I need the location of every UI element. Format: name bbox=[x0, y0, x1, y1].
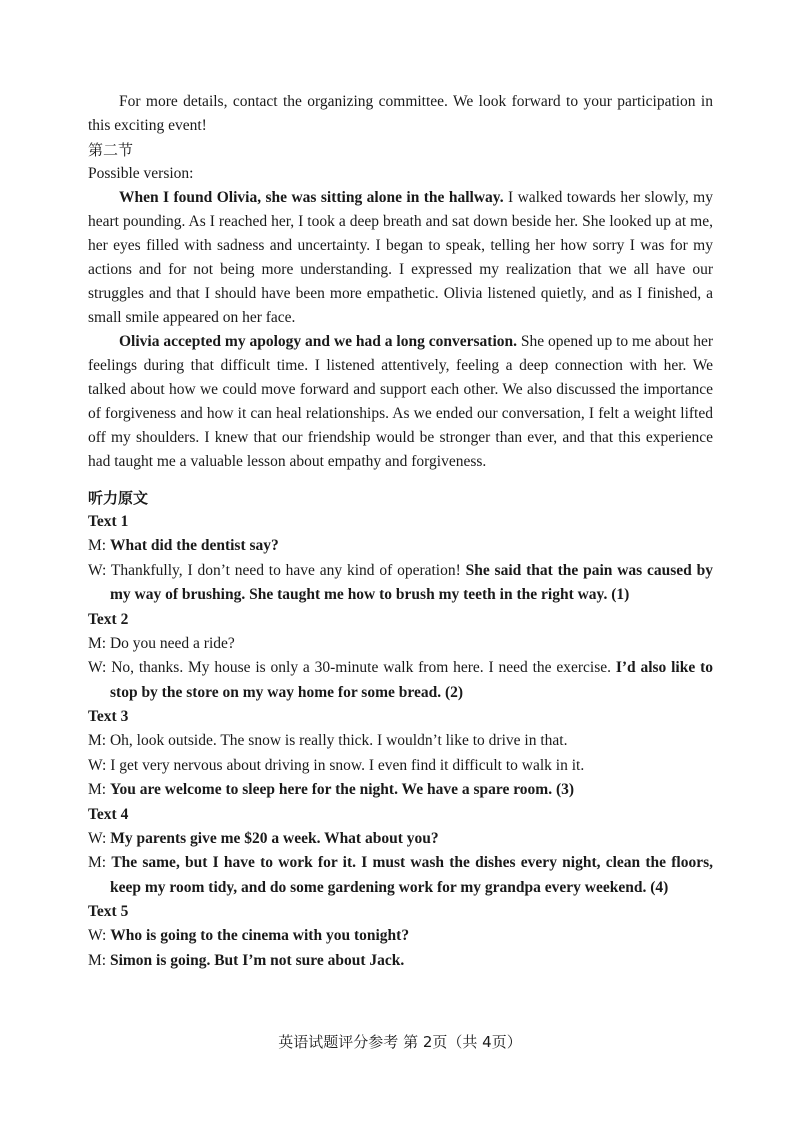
speaker: M: bbox=[88, 537, 110, 554]
speaker: W: bbox=[88, 927, 111, 944]
text4-line2 bbox=[88, 851, 713, 900]
essay-p2-body: She opened up to me about her feelings during that difficult time. I listened attentively, feeling a deep connection with her. We talked about how we could move forward and support each other. We also discussed the importance of forgiveness and how it can heal relationships. As we ended our conversation, I felt a weight lifted off my shoulders. I knew that our friendship would be stronger than ever, and that this experience had taught me a valuable lesson about empathy and forgiveness. bbox=[88, 333, 713, 470]
intro-paragraph: For more details, contact the organizing committee. We look forward to your participation in this exciting event! bbox=[88, 93, 713, 134]
section2-title: 第二节 bbox=[88, 141, 134, 159]
speaker: W: bbox=[88, 756, 111, 774]
text5-label: Text 5 bbox=[88, 903, 129, 920]
listening-script-title: 听力原文 bbox=[88, 489, 149, 507]
answer-text: She said that the pain was caused by my way of brushing. She taught me how to brush my teeth in the right way. (1) bbox=[110, 561, 713, 603]
text2-line2 bbox=[88, 656, 713, 705]
essay-paragraph-1 bbox=[88, 186, 713, 330]
answer-text: Who is going to the cinema with you tonight? bbox=[110, 927, 410, 944]
text3-label: Text 3 bbox=[88, 708, 129, 725]
speaker: W: bbox=[88, 561, 111, 579]
answer-text: You are welcome to sleep here for the night. We have a spare room. (3) bbox=[109, 781, 575, 798]
text5-line1 bbox=[88, 924, 713, 949]
essay-p1-opening-sentence: When I found Olivia, she was sitting alone in the hallway. bbox=[119, 189, 504, 206]
speaker: M: bbox=[88, 951, 110, 969]
answer-text: My parents give me $20 a week. What about you? bbox=[110, 829, 439, 847]
text3-line3 bbox=[88, 778, 713, 803]
possible-version-label: Possible version: bbox=[88, 165, 194, 182]
speaker: M: bbox=[88, 854, 112, 871]
document-page bbox=[88, 90, 713, 973]
speaker: M: bbox=[88, 634, 110, 652]
speaker: W: bbox=[88, 659, 112, 676]
text1-line2 bbox=[88, 559, 713, 608]
speaker: W: bbox=[88, 829, 111, 847]
answer-text: The same, but I have to work for it. I must wash the dishes every night, clean the floors, keep my room tidy, and do some gardening work for my grandpa every weekend. (4) bbox=[110, 854, 713, 896]
essay-p1-body: I walked towards her slowly, my heart pounding. As I reached her, I took a deep breath and sat down beside her. She looked up at me, her eyes filled with sadness and uncertainty. I began to speak, telling her how sorry I was for my actions and for not being more understanding. I expressed my realization that we all have our struggles and that I should have been more empathetic. Olivia listened quietly, and as I finished, a small smile appeared on her face. bbox=[88, 189, 713, 326]
dialogue-text: No, thanks. My house is only a 30-minute walk from here. I need the exercise. bbox=[111, 659, 616, 676]
essay-p2-opening-sentence: Olivia accepted my apology and we had a long conversation. bbox=[119, 333, 518, 350]
answer-text: I’d also like to stop by the store on my way home for some bread. (2) bbox=[110, 659, 713, 701]
answer-text: Simon is going. But I’m not sure about Jack. bbox=[109, 951, 405, 969]
text4-line1 bbox=[88, 827, 713, 852]
dialogue-text: I get very nervous about driving in snow. I even find it difficult to walk in it. bbox=[110, 756, 585, 774]
text5-line2 bbox=[88, 949, 713, 974]
speaker: M: bbox=[88, 732, 110, 749]
text2-line1 bbox=[88, 632, 713, 657]
dialogue-text: Oh, look outside. The snow is really thick. I wouldn’t like to drive in that. bbox=[109, 732, 568, 749]
dialogue-text: Do you need a ride? bbox=[109, 634, 235, 652]
page-footer: 英语试题评分参考 第 2页（共 4页） bbox=[278, 1033, 522, 1051]
text2-label: Text 2 bbox=[88, 610, 129, 628]
essay-paragraph-2 bbox=[88, 330, 713, 474]
text3-line2 bbox=[88, 754, 713, 779]
text1-line1 bbox=[88, 534, 713, 559]
dialogue-text: Thankfully, I don’t need to have any kind of operation! bbox=[110, 561, 466, 579]
text1-label: Text 1 bbox=[88, 513, 129, 530]
answer-text: What did the dentist say? bbox=[109, 537, 279, 554]
text3-line1 bbox=[88, 729, 713, 754]
text4-label: Text 4 bbox=[88, 805, 129, 823]
speaker: M: bbox=[88, 781, 110, 798]
